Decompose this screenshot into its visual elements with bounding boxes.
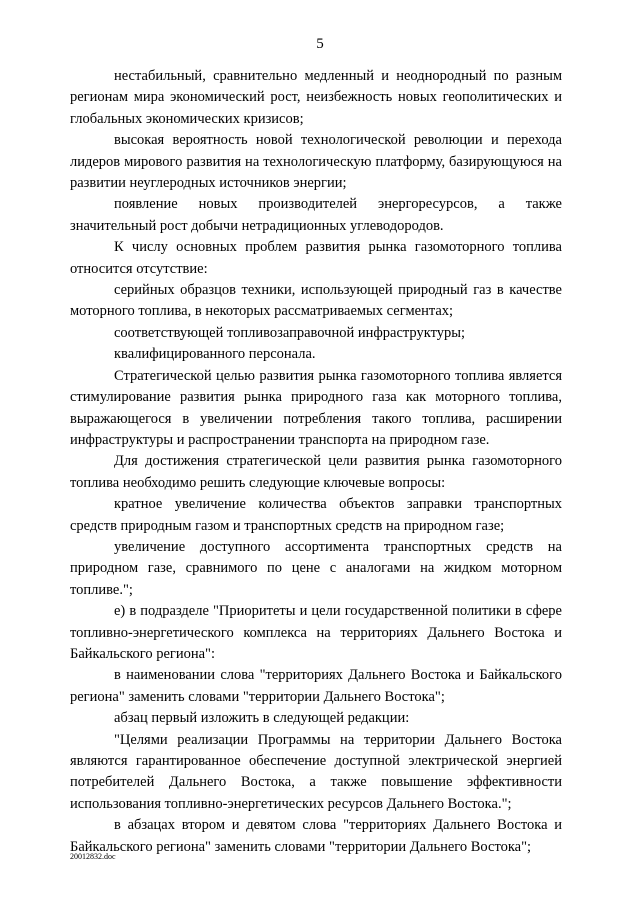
paragraph: Стратегической целью развития рынка газомоторного топлива является стимулирование развития рынка природного газа как моторного топлива, выражающегося в увеличении потребления такого топлива, расширении инфраструктуры и распространении транспорта на природном газе. <box>70 367 562 448</box>
paragraph: абзац первый изложить в следующей редакции: <box>114 710 410 727</box>
page-number: 5 <box>316 36 324 52</box>
paragraph: нестабильный, сравнительно медленный и неоднородный по разным регионам мира экономический рост, неизбежность новых геополитических и глобальных экономических кризисов; <box>70 68 562 127</box>
paragraph: появление новых производителей энергоресурсов, а также значительный рост добычи нетрадиционных углеводородов. <box>70 196 562 234</box>
paragraph: серийных образцов техники, использующей природный газ в качестве моторного топлива, в некоторых рассматриваемых сегментах; <box>70 282 562 320</box>
paragraph: увеличение доступного ассортимента транспортных средств на природном газе, сравнимого по цене с аналогами на жидком моторном топливе."; <box>70 538 562 598</box>
paragraph: кратное увеличение количества объектов заправки транспортных средств природным газом и транспортных средств на природном газе; <box>70 496 562 534</box>
paragraph: в наименовании слова "территориях Дальнего Востока и Байкальского региона" заменить словами "территории Дальнего Востока"; <box>70 667 562 705</box>
paragraph: в абзацах втором и девятом слова "территориях Дальнего Востока и Байкальского региона" заменить словами "территории Дальнего Востока"; <box>70 817 562 855</box>
paragraph: соответствующей топливозаправочной инфраструктуры; <box>114 324 465 341</box>
paragraph: "Целями реализации Программы на территории Дальнего Востока являются гарантированное обеспечение доступной электрической энергией потребителей Дальнего Востока, а также повышение эффективности использования топливно-энергетических ресурсов Дальнего Востока."; <box>70 731 562 812</box>
paragraph: квалифицированного персонала. <box>114 346 316 363</box>
paragraph: е) в подразделе "Приоритеты и цели государственной политики в сфере топливно-энергетического комплекса на территориях Дальнего Востока и Байкальского региона": <box>70 603 562 662</box>
paragraph: высокая вероятность новой технологической революции и перехода лидеров мирового развития на технологическую платформу, базирующуюся на развитии неуглеродных источников энергии; <box>70 132 562 192</box>
footer-filename: 20012832.doc <box>70 852 116 861</box>
paragraph: К числу основных проблем развития рынка газомоторного топлива относится отсутствие: <box>70 239 562 277</box>
paragraph: Для достижения стратегической цели развития рынка газомоторного топлива необходимо решить следующие ключевые вопросы: <box>70 453 562 491</box>
document-body <box>70 66 562 858</box>
